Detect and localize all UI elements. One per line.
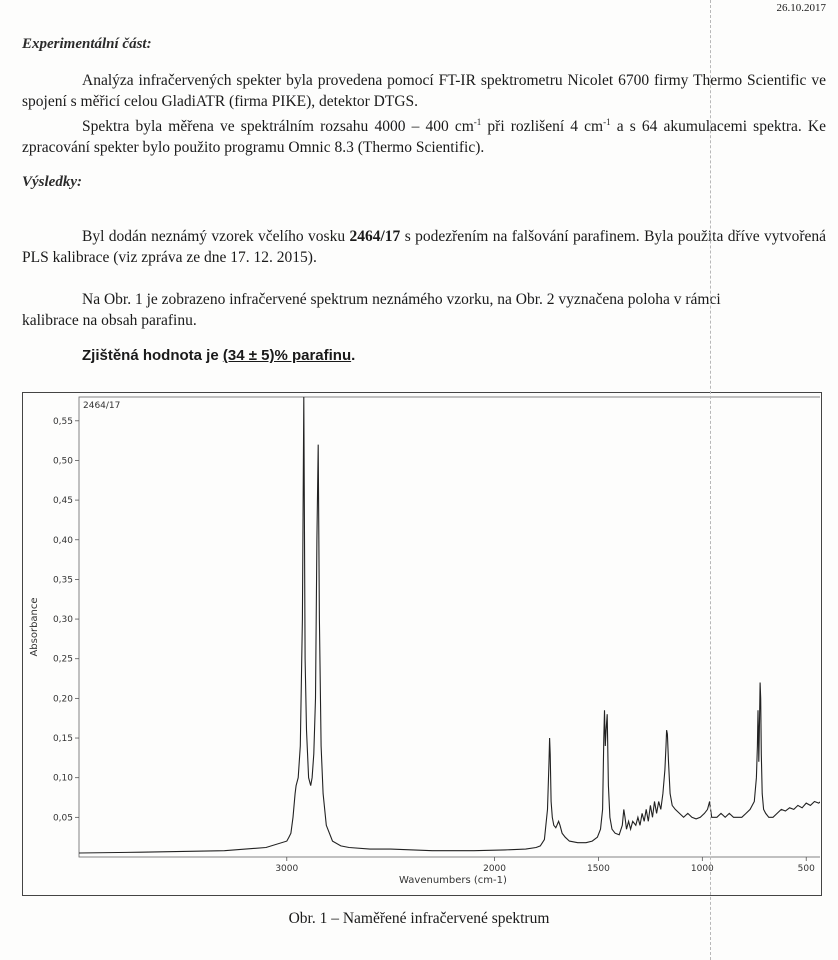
sample-id: 2464/17 <box>349 228 401 245</box>
y-tick-label: 0,20 <box>52 694 73 705</box>
x-tick-label: 500 <box>797 864 815 874</box>
y-axis-label: Absorbance <box>29 597 40 657</box>
y-tick-label: 0,25 <box>52 654 73 665</box>
results-paragraph-1: Byl dodán neznámý vzorek včelího vosku 2464/17 s podezřením na falšování parafinem. Byla použita dříve vytvořená PLS kalibrace (viz zpráva ze dne 17. 12. 2015). <box>22 228 827 266</box>
x-axis-label: Wavenumbers (cm-1) <box>399 875 507 886</box>
y-tick-label: 0,40 <box>52 535 73 546</box>
x-tick-label: 1500 <box>586 864 610 874</box>
x-tick-label: 3000 <box>275 864 299 874</box>
results-paragraph-2: Na Obr. 1 je zobrazeno infračervené spektrum neznámého vzorku, na Obr. 2 vyznačena poloha v rámci kalibrace na obsah parafinu. <box>22 291 721 329</box>
spectrum-chart-frame <box>22 392 822 896</box>
report-date: 26.10.2017 <box>776 2 826 14</box>
y-tick-label: 0,35 <box>52 575 73 586</box>
scan-fold-line <box>710 0 711 960</box>
y-tick-label: 0,30 <box>52 615 73 626</box>
finding-value: (34 ± 5)% parafinu <box>222 347 352 364</box>
y-tick-label: 0,10 <box>52 773 73 784</box>
figure-caption: Obr. 1 – Naměřené infračervené spektrum <box>288 910 550 927</box>
results-heading: Výsledky: <box>22 174 82 190</box>
y-tick-label: 0,05 <box>52 813 73 824</box>
plot-area-border <box>79 397 820 857</box>
finding-statement: Zjištěná hodnota je (34 ± 5)% parafinu. <box>82 347 356 364</box>
experimental-paragraph-2: Spektra byla měřena ve spektrálním rozsahu 4000 – 400 $cm^{-1}$ při rozlišení 4 $cm^{-1}$ a s 64 akumulacemi spektra. Ke zpracování spekter bylo použito programu Omnic 8.3 (Thermo Scientific). <box>22 117 826 157</box>
experimental-paragraph-1: Analýza infračervených spekter byla provedena pomocí FT-IR spektrometru Nicolet 6700 firmy Thermo Scientific ve spojení s měřicí celou GladiATR (firma PIKE), detektor DTGS. <box>22 72 826 110</box>
x-tick-label: 1000 <box>690 864 714 874</box>
ir-spectrum-chart <box>23 393 820 894</box>
x-tick-label: 2000 <box>483 864 507 874</box>
y-tick-label: 0,45 <box>52 496 73 507</box>
experimental-heading: Experimentální část: <box>22 36 152 52</box>
chart-sample-label: 2464/17 <box>83 401 121 411</box>
spectrum-line <box>79 397 820 853</box>
y-tick-label: 0,55 <box>52 416 73 427</box>
y-tick-label: 0,50 <box>52 456 73 467</box>
y-tick-label: 0,15 <box>52 734 73 745</box>
